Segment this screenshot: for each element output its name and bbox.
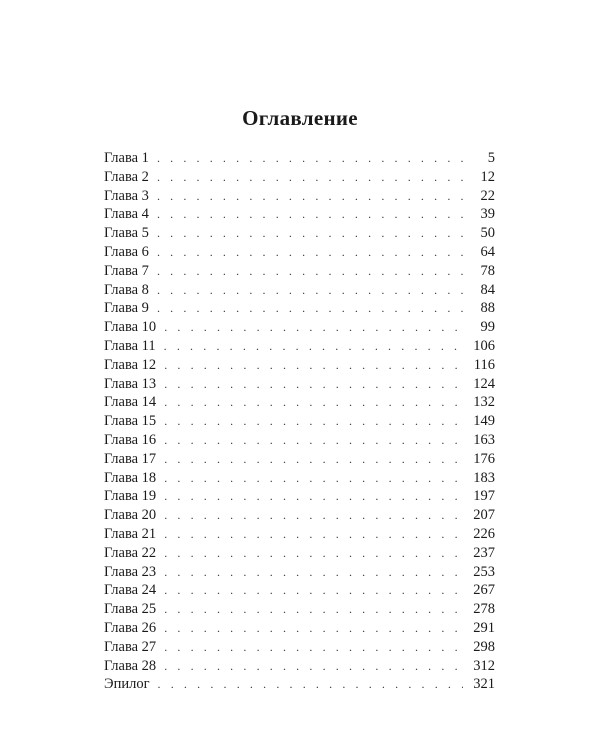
dot-leader [157,149,463,168]
toc-entry-page-number: 106 [473,337,495,354]
toc-entry-page-number: 312 [473,657,495,674]
toc-entry-label: Глава 1 [104,150,149,166]
toc-entry-page-number: 149 [473,413,495,430]
dot-leader [157,281,463,300]
dot-leader [164,393,463,412]
toc-entry [104,506,495,525]
toc-entry-page-number: 12 [480,168,495,185]
toc-entry-label: Глава 5 [104,225,149,242]
toc-entry-label: Глава 20 [104,507,157,524]
toc-entry-label: Глава 9 [104,300,149,317]
dot-leader [157,168,463,187]
toc-entry-page-number: 176 [473,450,495,467]
dot-leader [157,262,463,281]
toc-entry-page-number: 226 [473,525,495,542]
toc-entry [104,638,495,657]
dot-leader [157,224,463,243]
dot-leader [158,675,463,694]
dot-leader [157,243,463,262]
dot-leader [164,469,463,488]
toc-entry-page-number: 278 [473,601,495,618]
dot-leader [164,412,463,431]
dot-leader [157,187,463,206]
toc-entry-page-number: 5 [487,150,495,166]
toc-entry [104,619,495,638]
toc-entry-page-number: 163 [473,431,495,448]
toc-entry-label: Глава 28 [104,657,157,674]
toc-entry [104,675,495,694]
toc-entry [104,205,495,224]
dot-leader [157,205,463,224]
toc-entry-label: Глава 24 [104,582,157,599]
toc-entry-page-number: 99 [480,319,495,336]
toc-entry-label: Глава 21 [104,525,157,542]
toc-entry-label: Эпилог [104,676,150,693]
toc-entry [104,375,495,394]
toc-entry-label: Глава 13 [104,375,157,392]
toc-entry-page-number: 132 [473,394,495,411]
dot-leader [164,450,463,469]
toc-entry [104,657,495,676]
toc-entry-page-number: 183 [473,469,495,486]
toc-entry-label: Глава 6 [104,243,149,260]
dot-leader [164,544,463,563]
toc-entry [104,149,495,168]
toc-entry [104,299,495,318]
toc-entry-page-number: 78 [480,262,495,279]
toc-entry-page-number: 116 [473,356,495,373]
toc-entry [104,563,495,582]
toc-entry [104,243,495,262]
toc-entry-label: Глава 8 [104,281,149,298]
toc-entry-page-number: 197 [473,488,495,505]
dot-leader [164,600,463,619]
toc-entry-label: Глава 4 [104,206,149,223]
toc-entry-page-number: 298 [473,638,495,655]
toc-entry-page-number: 267 [473,582,495,599]
toc-entry [104,356,495,375]
toc-entry [104,224,495,243]
toc-entry-label: Глава 10 [104,319,157,336]
toc-entry [104,412,495,431]
toc-entry-label: Глава 17 [104,450,157,467]
dot-leader [164,356,463,375]
toc-entry [104,281,495,300]
toc-entry [104,600,495,619]
toc-entry-page-number: 84 [480,281,495,298]
dot-leader [164,506,463,525]
toc-entry-label: Глава 26 [104,619,157,636]
toc-entry-label: Глава 2 [104,168,149,185]
toc-entry [104,262,495,281]
toc-entry-page-number: 207 [473,507,495,524]
dot-leader [164,581,463,600]
toc-entry-label: Глава 14 [104,394,157,411]
toc-entry [104,544,495,563]
dot-leader [164,431,463,450]
toc-entry-label: Глава 23 [104,563,157,580]
toc-entry-page-number: 39 [480,206,495,223]
dot-leader [164,563,463,582]
dot-leader [157,299,463,318]
dot-leader [164,638,463,657]
toc-entry-page-number: 321 [473,676,495,693]
toc-entry-label: Глава 11 [104,337,156,354]
toc-entry-label: Глава 3 [104,187,149,204]
toc-entry-label: Глава 19 [104,488,157,505]
toc-entry-page-number: 22 [480,187,495,204]
toc-entry-page-number: 88 [480,300,495,317]
toc-entry [104,431,495,450]
toc-entry-label: Глава 12 [104,356,157,373]
toc-entry [104,187,495,206]
toc-entry-label: Глава 7 [104,262,149,279]
toc-entry-label: Глава 25 [104,601,157,618]
toc-entry [104,469,495,488]
toc-entry-label: Глава 16 [104,431,157,448]
dot-leader [164,657,463,676]
toc-entry-page-number: 237 [473,544,495,561]
toc-entry-page-number: 64 [480,243,495,260]
toc-entry-page-number: 291 [473,619,495,636]
toc-entry [104,393,495,412]
toc-entry [104,487,495,506]
dot-leader [164,375,463,394]
toc-entry-page-number: 50 [480,225,495,242]
dot-leader [164,619,463,638]
toc-entry [104,318,495,337]
page-title: Оглавление [242,106,358,130]
table-of-contents [104,149,495,694]
toc-entry-page-number: 253 [473,563,495,580]
toc-entry-label: Глава 18 [104,469,157,486]
toc-entry [104,450,495,469]
dot-leader [164,337,463,356]
dot-leader [164,318,463,337]
toc-entry-label: Глава 27 [104,638,157,655]
toc-entry-label: Глава 22 [104,544,157,561]
toc-entry [104,337,495,356]
toc-entry-label: Глава 15 [104,413,157,430]
toc-entry [104,168,495,187]
dot-leader [164,525,463,544]
toc-entry [104,581,495,600]
toc-entry [104,525,495,544]
dot-leader [164,487,463,506]
toc-entry-page-number: 124 [473,375,495,392]
